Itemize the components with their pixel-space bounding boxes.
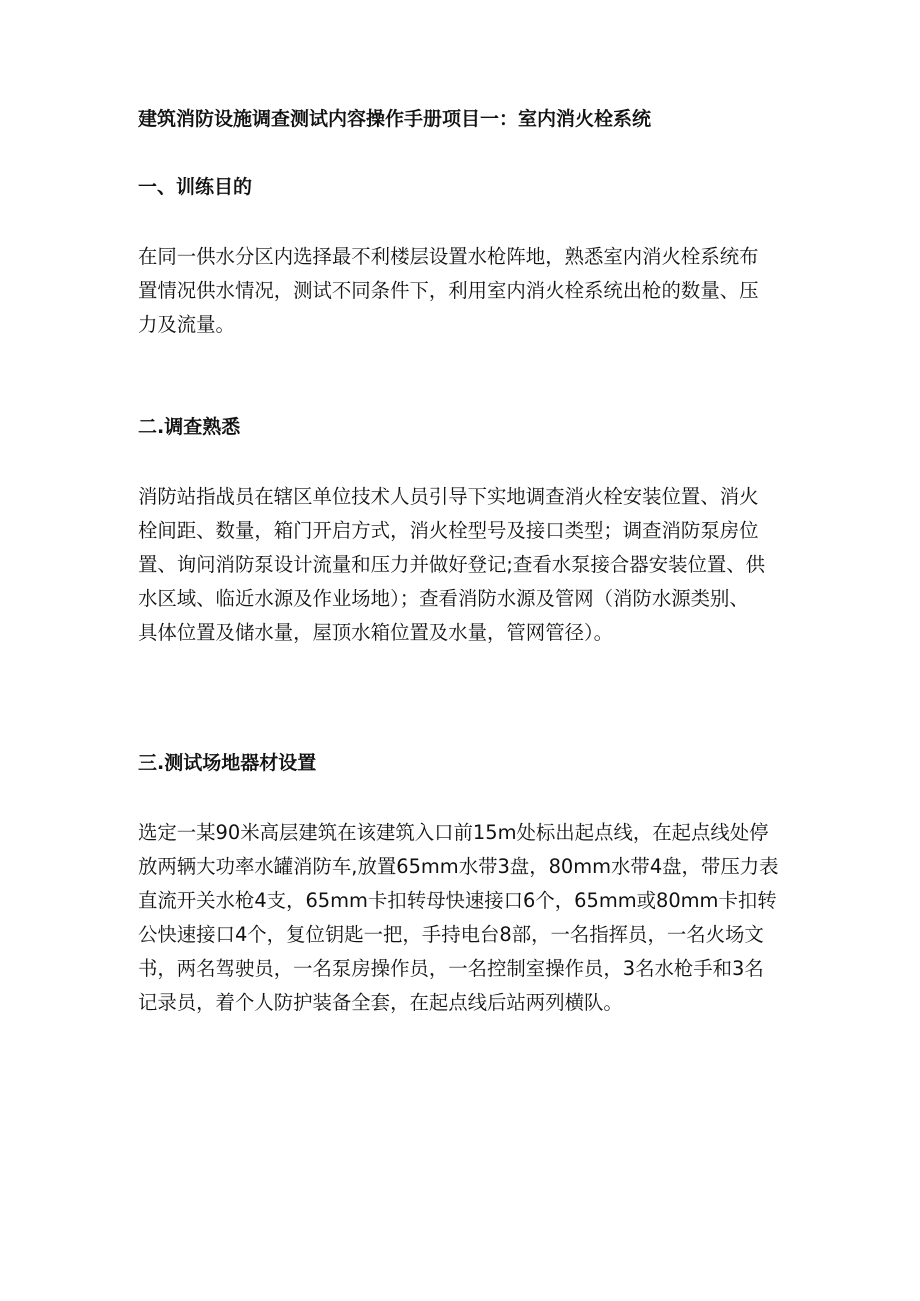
section-paragraph-investigation [138, 480, 798, 650]
paragraph-line: 水区域、临近水源及作业场地）；查看消防水源及管网（消防水源类别、 [138, 587, 749, 610]
section-paragraph-training-purpose [138, 240, 798, 342]
paragraph-line: 置、询问消防泵设计流量和压力并做好登记;查看水泵接合器安装位置、供 [138, 553, 766, 576]
section-heading-test-site-equipment: 三.测试场地器材设置 [138, 752, 317, 774]
section-paragraph-test-site-equipment [138, 816, 798, 1020]
paragraph-line: 公快速接口4个，复位钥匙一把，手持电台8部，一名指挥员，一名火场文 [138, 923, 764, 946]
paragraph-line: 放两辆大功率水罐消防车,放置65mm水带3盘，80mm水带4盘，带压力表 [138, 855, 779, 878]
paragraph-line: 记录员，着个人防护装备全套，在起点线后站两列横队。 [138, 991, 623, 1014]
paragraph-line: 选定一某90米高层建筑在该建筑入口前15m处标出起点线，在起点线处停 [138, 821, 769, 844]
section-heading-investigation: 二.调查熟悉 [138, 416, 241, 438]
section-heading-training-purpose: 一、训练目的 [138, 176, 253, 198]
paragraph-line: 消防站指战员在辖区单位技术人员引导下实地调查消火栓安装位置、消火 [138, 485, 759, 508]
document-title: 建筑消防设施调查测试内容操作手册项目一：室内消火栓系统 [138, 108, 652, 130]
paragraph-line: 直流开关水枪4支，65mm卡扣转母快速接口6个，65mm或80mm卡扣转 [138, 889, 777, 912]
paragraph-line: 栓间距、数量，箱门开启方式，消火栓型号及接口类型；调查消防泵房位 [138, 519, 759, 542]
paragraph-line: 具体位置及储水量，屋顶水箱位置及水量，管网管径）。 [138, 621, 614, 644]
paragraph-line: 书，两名驾驶员，一名泵房操作员，一名控制室操作员，3名水枪手和3名 [138, 957, 764, 980]
paragraph-line: 力及流量。 [138, 313, 235, 336]
paragraph-line: 置情况供水情况，测试不同条件下，利用室内消火栓系统出枪的数量、压 [138, 279, 759, 302]
paragraph-line: 在同一供水分区内选择最不利楼层设置水枪阵地，熟悉室内消火栓系统布 [138, 245, 759, 268]
